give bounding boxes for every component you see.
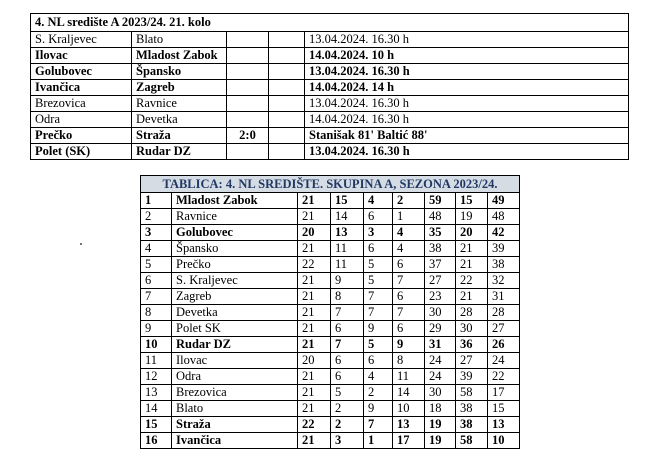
played-cell: 22 bbox=[298, 417, 331, 433]
standings-row bbox=[141, 401, 520, 417]
standings-row bbox=[141, 417, 520, 433]
points-cell: 49 bbox=[488, 193, 520, 209]
standings-row bbox=[141, 337, 520, 353]
points-cell: 22 bbox=[488, 369, 520, 385]
fixture-row bbox=[31, 32, 629, 48]
empty-cell bbox=[269, 128, 305, 144]
wins-cell: 2 bbox=[331, 417, 364, 433]
goals-against-cell: 21 bbox=[456, 257, 488, 273]
goals-for-cell: 27 bbox=[425, 273, 456, 289]
losses-cell: 7 bbox=[393, 273, 425, 289]
fixtures-title: 4. NL središte A 2023/24. 21. kolo bbox=[31, 14, 629, 32]
standings-row bbox=[141, 433, 520, 449]
team-name-cell: Rudar DZ bbox=[172, 337, 298, 353]
draws-cell: 9 bbox=[364, 321, 393, 337]
goals-for-cell: 35 bbox=[425, 225, 456, 241]
played-cell: 21 bbox=[298, 369, 331, 385]
team-name-cell: Zagreb bbox=[172, 289, 298, 305]
draws-cell: 5 bbox=[364, 337, 393, 353]
wins-cell: 5 bbox=[331, 385, 364, 401]
team-name-cell: Mladost Zabok bbox=[172, 193, 298, 209]
position-cell: 1 bbox=[141, 193, 172, 209]
goals-for-cell: 24 bbox=[425, 369, 456, 385]
match-score bbox=[227, 48, 269, 64]
standings-title: TABLICA: 4. NL SREDIŠTE. SKUPINA A, SEZONA 2023/24. bbox=[141, 176, 520, 193]
goals-for-cell: 18 bbox=[425, 401, 456, 417]
wins-cell: 7 bbox=[331, 305, 364, 321]
match-info: 13.04.2024. 16.30 h bbox=[305, 64, 629, 80]
position-cell: 12 bbox=[141, 369, 172, 385]
goals-against-cell: 15 bbox=[456, 193, 488, 209]
position-cell: 8 bbox=[141, 305, 172, 321]
home-team: Odra bbox=[31, 112, 132, 128]
standings-row bbox=[141, 369, 520, 385]
position-cell: 15 bbox=[141, 417, 172, 433]
goals-for-cell: 23 bbox=[425, 289, 456, 305]
losses-cell: 2 bbox=[393, 193, 425, 209]
match-score bbox=[227, 32, 269, 48]
away-team: Špansko bbox=[132, 64, 227, 80]
position-cell: 3 bbox=[141, 225, 172, 241]
away-team: Straža bbox=[132, 128, 227, 144]
standings-row bbox=[141, 305, 520, 321]
fixture-row bbox=[31, 128, 629, 144]
losses-cell: 9 bbox=[393, 337, 425, 353]
goals-for-cell: 19 bbox=[425, 433, 456, 449]
goals-against-cell: 38 bbox=[456, 401, 488, 417]
losses-cell: 6 bbox=[393, 257, 425, 273]
losses-cell: 11 bbox=[393, 369, 425, 385]
away-team: Blato bbox=[132, 32, 227, 48]
position-cell: 11 bbox=[141, 353, 172, 369]
losses-cell: 1 bbox=[393, 209, 425, 225]
draws-cell: 3 bbox=[364, 225, 393, 241]
goals-for-cell: 31 bbox=[425, 337, 456, 353]
team-name-cell: Polet SK bbox=[172, 321, 298, 337]
fixtures-table bbox=[30, 13, 629, 160]
position-cell: 7 bbox=[141, 289, 172, 305]
points-cell: 10 bbox=[488, 433, 520, 449]
losses-cell: 4 bbox=[393, 241, 425, 257]
played-cell: 21 bbox=[298, 385, 331, 401]
points-cell: 13 bbox=[488, 417, 520, 433]
goals-against-cell: 38 bbox=[456, 417, 488, 433]
standings-row bbox=[141, 353, 520, 369]
played-cell: 21 bbox=[298, 401, 331, 417]
match-info: 13.04.2024. 16.30 h bbox=[305, 96, 629, 112]
position-cell: 5 bbox=[141, 257, 172, 273]
draws-cell: 2 bbox=[364, 385, 393, 401]
goals-against-cell: 21 bbox=[456, 289, 488, 305]
draws-cell: 5 bbox=[364, 273, 393, 289]
goals-against-cell: 19 bbox=[456, 209, 488, 225]
position-cell: 6 bbox=[141, 273, 172, 289]
match-info: 14.04.2024. 16.30 h bbox=[305, 112, 629, 128]
losses-cell: 7 bbox=[393, 305, 425, 321]
points-cell: 48 bbox=[488, 209, 520, 225]
match-info: 14.04.2024. 10 h bbox=[305, 48, 629, 64]
points-cell: 15 bbox=[488, 401, 520, 417]
fixture-row bbox=[31, 112, 629, 128]
draws-cell: 6 bbox=[364, 209, 393, 225]
goals-against-cell: 27 bbox=[456, 353, 488, 369]
losses-cell: 17 bbox=[393, 433, 425, 449]
losses-cell: 4 bbox=[393, 225, 425, 241]
home-team: Ilovac bbox=[31, 48, 132, 64]
team-name-cell: S. Kraljevec bbox=[172, 273, 298, 289]
wins-cell: 6 bbox=[331, 321, 364, 337]
goals-for-cell: 19 bbox=[425, 417, 456, 433]
home-team: Brezovica bbox=[31, 96, 132, 112]
goals-for-cell: 48 bbox=[425, 209, 456, 225]
wins-cell: 13 bbox=[331, 225, 364, 241]
team-name-cell: Odra bbox=[172, 369, 298, 385]
home-team: Golubovec bbox=[31, 64, 132, 80]
goals-against-cell: 20 bbox=[456, 225, 488, 241]
goals-against-cell: 21 bbox=[456, 241, 488, 257]
losses-cell: 6 bbox=[393, 321, 425, 337]
losses-cell: 8 bbox=[393, 353, 425, 369]
match-info: 13.04.2024. 16.30 h bbox=[305, 32, 629, 48]
points-cell: 27 bbox=[488, 321, 520, 337]
draws-cell: 7 bbox=[364, 417, 393, 433]
position-cell: 13 bbox=[141, 385, 172, 401]
position-cell: 4 bbox=[141, 241, 172, 257]
goals-against-cell: 58 bbox=[456, 385, 488, 401]
points-cell: 24 bbox=[488, 353, 520, 369]
match-score bbox=[227, 144, 269, 160]
standings-row bbox=[141, 273, 520, 289]
team-name-cell: Prečko bbox=[172, 257, 298, 273]
wins-cell: 6 bbox=[331, 369, 364, 385]
standings-row bbox=[141, 289, 520, 305]
goals-for-cell: 24 bbox=[425, 353, 456, 369]
empty-cell bbox=[269, 96, 305, 112]
standings-title-row bbox=[141, 176, 520, 193]
away-team: Zagreb bbox=[132, 80, 227, 96]
team-name-cell: Brezovica bbox=[172, 385, 298, 401]
draws-cell: 7 bbox=[364, 305, 393, 321]
standings-row bbox=[141, 209, 520, 225]
fixture-row bbox=[31, 144, 629, 160]
wins-cell: 9 bbox=[331, 273, 364, 289]
goals-for-cell: 30 bbox=[425, 385, 456, 401]
team-name-cell: Špansko bbox=[172, 241, 298, 257]
away-team: Rudar DZ bbox=[132, 144, 227, 160]
fixture-row bbox=[31, 64, 629, 80]
match-score bbox=[227, 80, 269, 96]
wins-cell: 8 bbox=[331, 289, 364, 305]
played-cell: 21 bbox=[298, 273, 331, 289]
played-cell: 21 bbox=[298, 337, 331, 353]
team-name-cell: Ivančica bbox=[172, 433, 298, 449]
away-team: Mladost Zabok bbox=[132, 48, 227, 64]
home-team: Polet (SK) bbox=[31, 144, 132, 160]
played-cell: 21 bbox=[298, 321, 331, 337]
match-score: 2:0 bbox=[227, 128, 269, 144]
goals-against-cell: 22 bbox=[456, 273, 488, 289]
played-cell: 20 bbox=[298, 225, 331, 241]
goals-for-cell: 37 bbox=[425, 257, 456, 273]
empty-cell bbox=[269, 80, 305, 96]
position-cell: 16 bbox=[141, 433, 172, 449]
away-team: Devetka bbox=[132, 112, 227, 128]
away-team: Ravnice bbox=[132, 96, 227, 112]
position-cell: 14 bbox=[141, 401, 172, 417]
draws-cell: 5 bbox=[364, 257, 393, 273]
wins-cell: 3 bbox=[331, 433, 364, 449]
points-cell: 28 bbox=[488, 305, 520, 321]
draws-cell: 4 bbox=[364, 369, 393, 385]
goals-against-cell: 58 bbox=[456, 433, 488, 449]
match-info: 14.04.2024. 14 h bbox=[305, 80, 629, 96]
home-team: S. Kraljevec bbox=[31, 32, 132, 48]
standings-row bbox=[141, 193, 520, 209]
draws-cell: 9 bbox=[364, 401, 393, 417]
team-name-cell: Blato bbox=[172, 401, 298, 417]
empty-cell bbox=[269, 32, 305, 48]
played-cell: 22 bbox=[298, 257, 331, 273]
fixture-row bbox=[31, 48, 629, 64]
goals-for-cell: 29 bbox=[425, 321, 456, 337]
wins-cell: 6 bbox=[331, 353, 364, 369]
standings-row bbox=[141, 225, 520, 241]
points-cell: 31 bbox=[488, 289, 520, 305]
goals-against-cell: 28 bbox=[456, 305, 488, 321]
home-team: Ivančica bbox=[31, 80, 132, 96]
team-name-cell: Golubovec bbox=[172, 225, 298, 241]
points-cell: 42 bbox=[488, 225, 520, 241]
empty-cell bbox=[269, 64, 305, 80]
wins-cell: 15 bbox=[331, 193, 364, 209]
points-cell: 17 bbox=[488, 385, 520, 401]
goals-against-cell: 39 bbox=[456, 369, 488, 385]
standings-row bbox=[141, 385, 520, 401]
draws-cell: 6 bbox=[364, 241, 393, 257]
played-cell: 21 bbox=[298, 289, 331, 305]
goals-for-cell: 38 bbox=[425, 241, 456, 257]
match-score bbox=[227, 64, 269, 80]
match-info: 13.04.2024. 16.30 h bbox=[305, 144, 629, 160]
goals-for-cell: 59 bbox=[425, 193, 456, 209]
played-cell: 21 bbox=[298, 433, 331, 449]
team-name-cell: Ilovac bbox=[172, 353, 298, 369]
position-cell: 9 bbox=[141, 321, 172, 337]
match-info: Stanišak 81' Baltić 88' bbox=[305, 128, 629, 144]
stray-dot bbox=[80, 243, 82, 245]
empty-cell bbox=[269, 48, 305, 64]
wins-cell: 14 bbox=[331, 209, 364, 225]
fixture-row bbox=[31, 80, 629, 96]
wins-cell: 2 bbox=[331, 401, 364, 417]
match-score bbox=[227, 112, 269, 128]
fixtures-header-row bbox=[31, 14, 629, 32]
played-cell: 20 bbox=[298, 353, 331, 369]
draws-cell: 6 bbox=[364, 353, 393, 369]
points-cell: 38 bbox=[488, 257, 520, 273]
played-cell: 21 bbox=[298, 209, 331, 225]
draws-cell: 4 bbox=[364, 193, 393, 209]
wins-cell: 11 bbox=[331, 257, 364, 273]
goals-for-cell: 30 bbox=[425, 305, 456, 321]
standings-row bbox=[141, 321, 520, 337]
position-cell: 10 bbox=[141, 337, 172, 353]
standings-row bbox=[141, 241, 520, 257]
goals-against-cell: 30 bbox=[456, 321, 488, 337]
losses-cell: 10 bbox=[393, 401, 425, 417]
team-name-cell: Ravnice bbox=[172, 209, 298, 225]
played-cell: 21 bbox=[298, 241, 331, 257]
team-name-cell: Straža bbox=[172, 417, 298, 433]
points-cell: 39 bbox=[488, 241, 520, 257]
points-cell: 26 bbox=[488, 337, 520, 353]
points-cell: 32 bbox=[488, 273, 520, 289]
wins-cell: 11 bbox=[331, 241, 364, 257]
draws-cell: 7 bbox=[364, 289, 393, 305]
match-score bbox=[227, 96, 269, 112]
draws-cell: 1 bbox=[364, 433, 393, 449]
standings-row bbox=[141, 257, 520, 273]
position-cell: 2 bbox=[141, 209, 172, 225]
played-cell: 21 bbox=[298, 305, 331, 321]
empty-cell bbox=[269, 144, 305, 160]
goals-against-cell: 36 bbox=[456, 337, 488, 353]
fixture-row bbox=[31, 96, 629, 112]
losses-cell: 14 bbox=[393, 385, 425, 401]
losses-cell: 13 bbox=[393, 417, 425, 433]
home-team: Prečko bbox=[31, 128, 132, 144]
played-cell: 21 bbox=[298, 193, 331, 209]
losses-cell: 6 bbox=[393, 289, 425, 305]
standings-table bbox=[140, 175, 520, 449]
wins-cell: 7 bbox=[331, 337, 364, 353]
empty-cell bbox=[269, 112, 305, 128]
team-name-cell: Devetka bbox=[172, 305, 298, 321]
